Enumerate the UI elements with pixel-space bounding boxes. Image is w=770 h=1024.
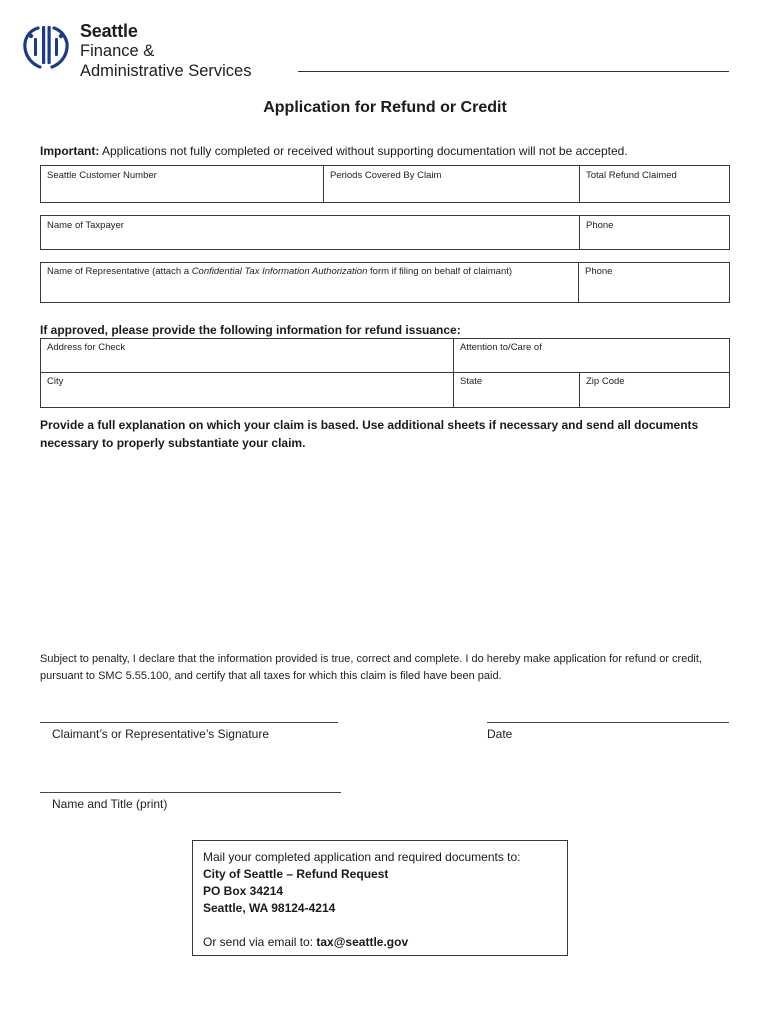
zip-code-field[interactable]: Zip Code: [586, 376, 625, 387]
mail-address-line-3: Seattle, WA 98124-4214: [203, 901, 336, 915]
declaration-text: Subject to penalty, I declare that the information provided is true, correct and complete. I do hereby make application for refund or credit, pursuant to SMC 5.55.100, and certify that all taxes for which this claim is filed have been paid.: [40, 653, 702, 682]
representative-phone-field[interactable]: Phone: [585, 266, 613, 277]
rep-label-prefix: Name of Representative (attach a: [47, 266, 190, 277]
state-field[interactable]: State: [460, 376, 483, 387]
customer-info-row: [40, 165, 730, 203]
important-notice: [40, 144, 628, 158]
org-name: [80, 22, 251, 79]
representative-name-field[interactable]: [47, 266, 512, 277]
taxpayer-phone-field[interactable]: Phone: [586, 220, 614, 231]
important-label: Important:: [40, 144, 100, 158]
signature-line[interactable]: [40, 722, 338, 723]
taxpayer-row: [40, 215, 730, 250]
representative-row: [40, 262, 730, 303]
email-line: [203, 934, 557, 951]
periods-covered-field[interactable]: Periods Covered By Claim: [330, 170, 442, 181]
total-refund-field[interactable]: Total Refund Claimed: [586, 170, 677, 181]
refund-issuance-table: [40, 338, 730, 408]
taxpayer-name-field[interactable]: Name of Taxpayer: [47, 220, 124, 231]
mailing-instructions-box: [192, 840, 568, 956]
signature-label: Claimant’s or Representative’s Signature: [52, 727, 270, 741]
name-title-line[interactable]: [40, 792, 341, 793]
email-link[interactable]: tax@seattle.gov: [316, 935, 409, 949]
explanation-instructions: Provide a full explanation on which your claim is based. Use additional sheets if necessary and send all documents necessary to properly substantiate your claim.: [40, 418, 699, 450]
org-line-3: Administrative Services: [80, 61, 252, 80]
name-title-label: Name and Title (print): [52, 797, 168, 811]
org-line-1: Seattle: [80, 21, 138, 41]
date-label: Date: [487, 727, 513, 741]
important-text: Applications not fully completed or received without supporting documentation will not be accepted.: [102, 144, 628, 158]
email-prefix: Or send via email to:: [203, 935, 314, 949]
customer-number-field[interactable]: Seattle Customer Number: [47, 170, 157, 181]
header-divider: [298, 71, 729, 72]
mail-address-line-1: City of Seattle – Refund Request: [203, 867, 389, 881]
rep-label-italic: Confidential Tax Information Authorization: [191, 266, 368, 277]
page-title: Application for Refund or Credit: [263, 99, 507, 116]
mail-intro: Mail your completed application and required documents to:: [203, 850, 521, 864]
rep-label-suffix: form if filing on behalf of claimant): [370, 266, 513, 277]
seattle-seal-icon: [22, 22, 70, 72]
address-for-check-field[interactable]: Address for Check: [47, 342, 126, 353]
mail-address-line-2: PO Box 34214: [203, 884, 284, 898]
date-line[interactable]: [487, 722, 729, 723]
attention-care-of-field[interactable]: Attention to/Care of: [460, 342, 542, 353]
city-field[interactable]: City: [47, 376, 64, 387]
refund-issuance-heading: If approved, please provide the following information for refund issuance:: [40, 323, 461, 337]
org-line-2: Finance &: [80, 42, 155, 60]
